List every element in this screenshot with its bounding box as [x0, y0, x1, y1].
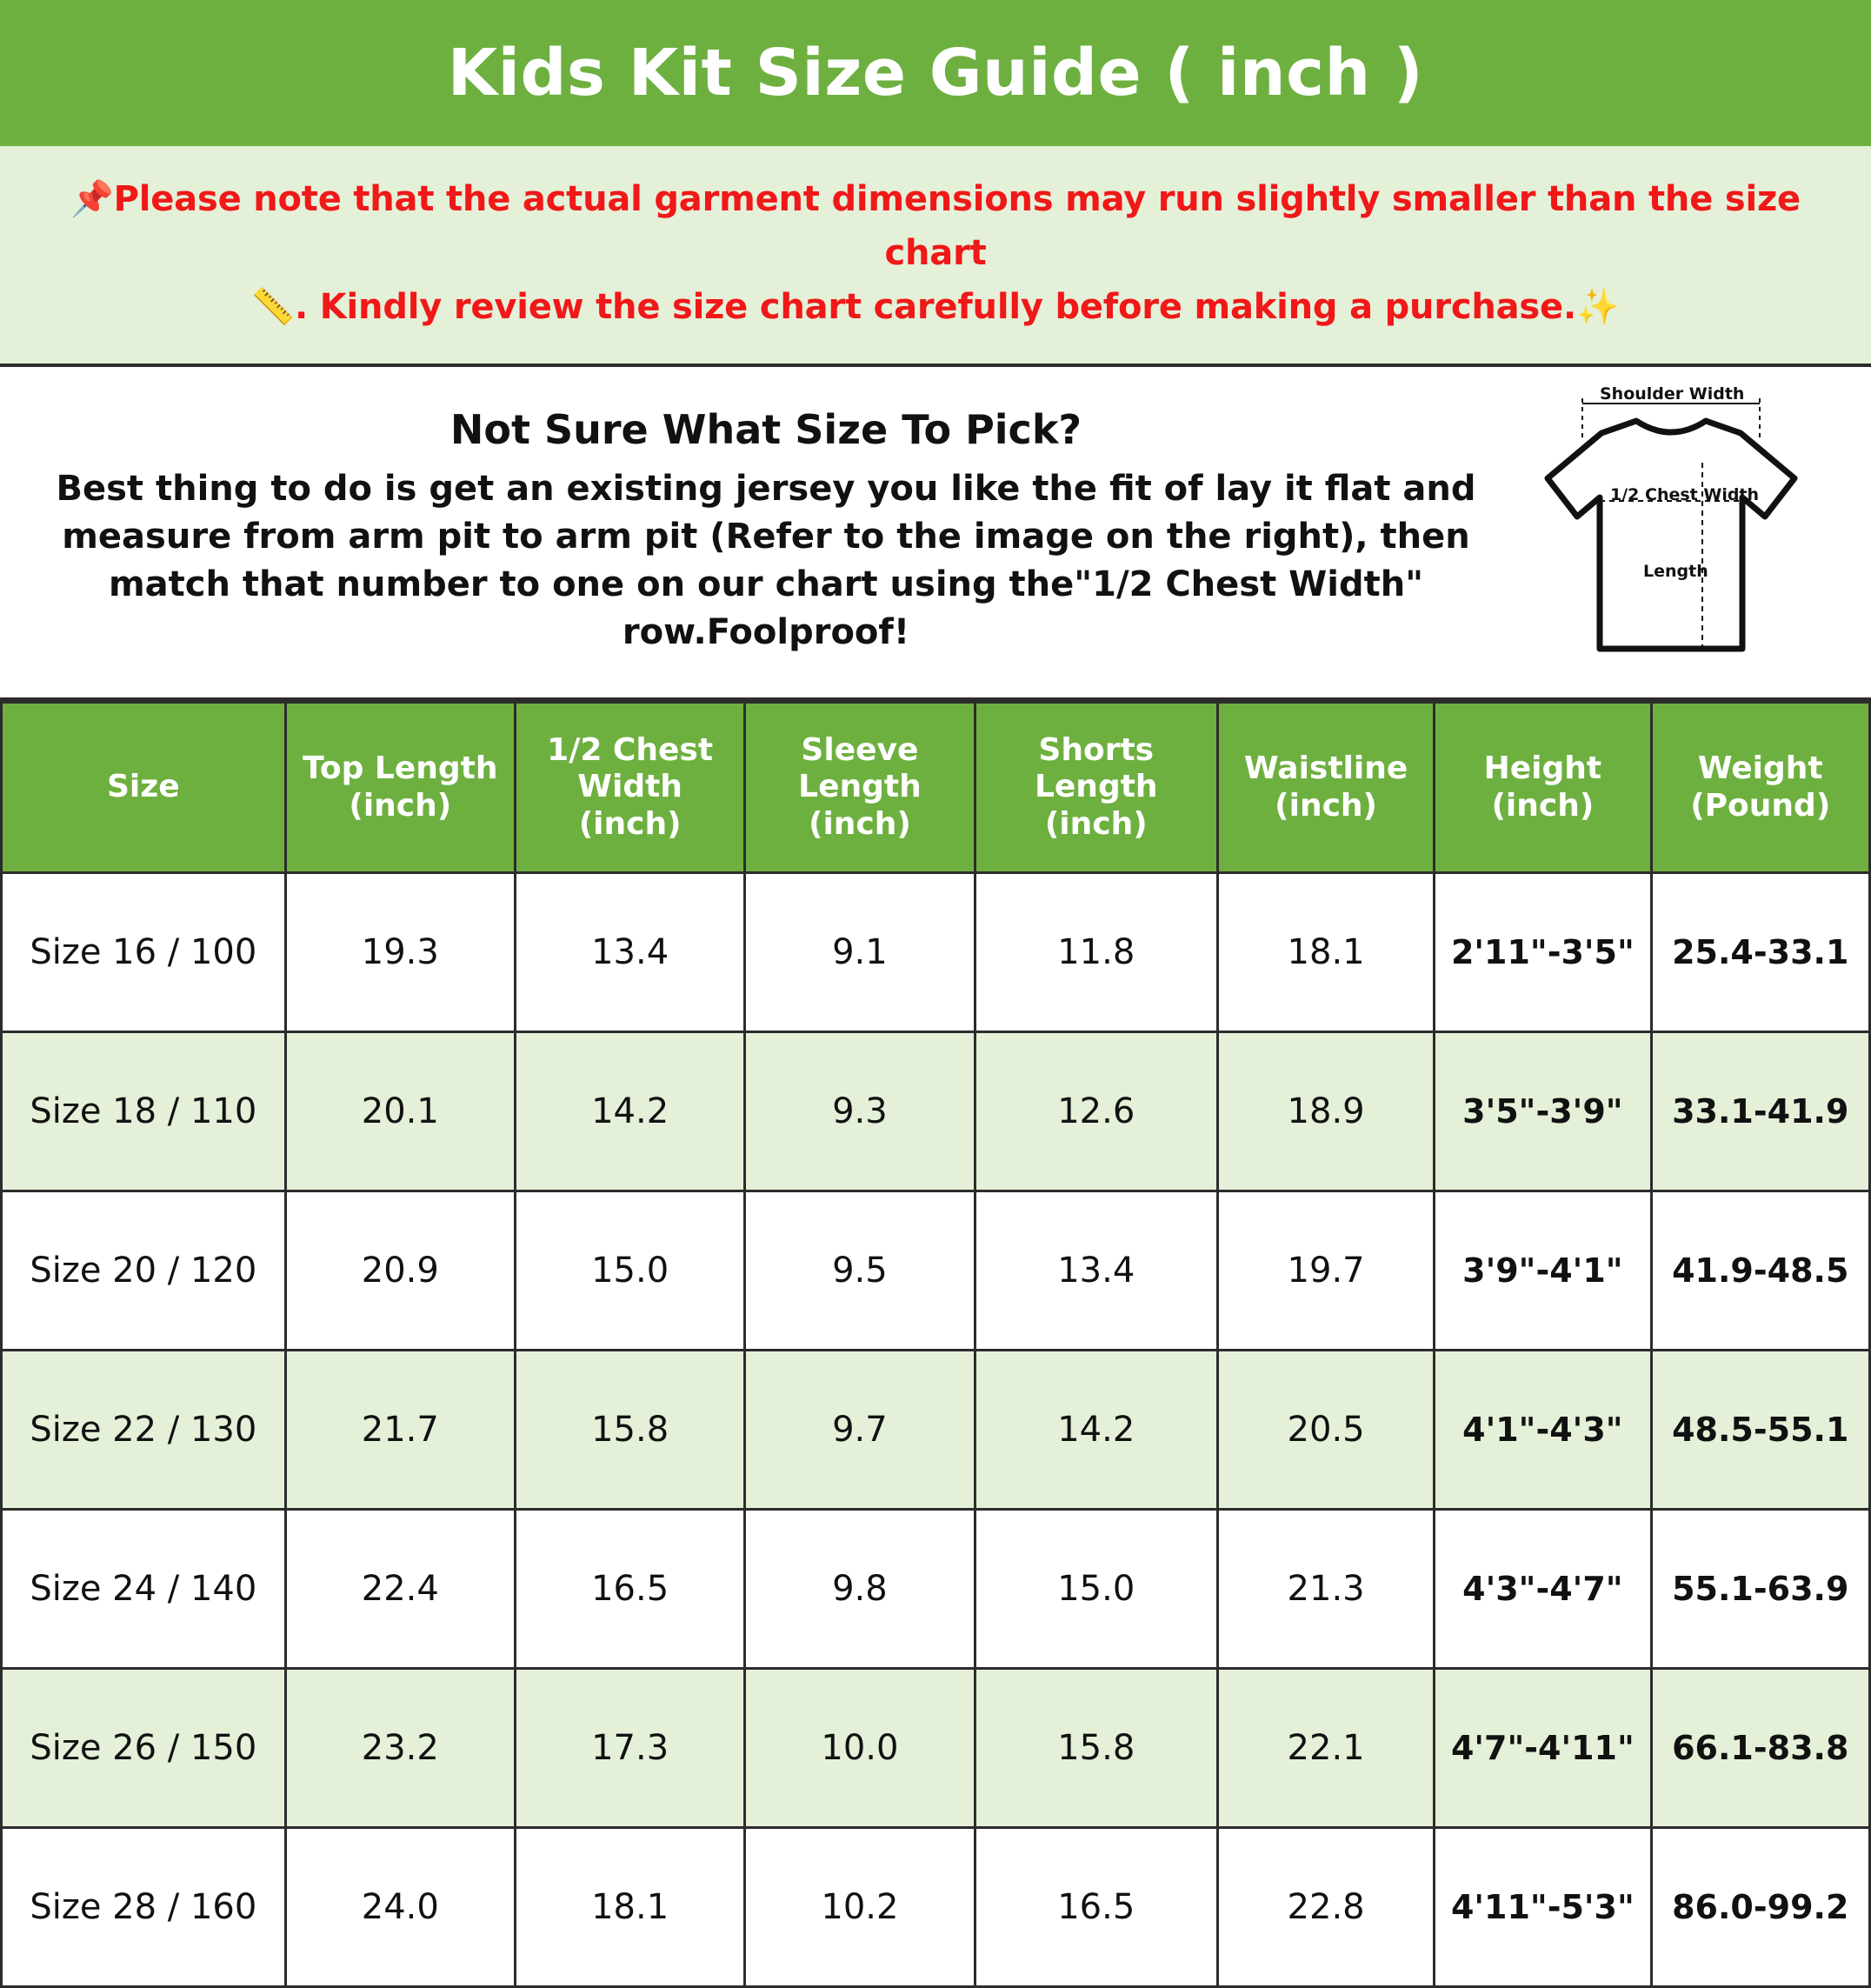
cell-shorts: 13.4: [975, 1191, 1217, 1351]
cell-top-length: 22.4: [285, 1510, 515, 1669]
cell-weight: 33.1-41.9: [1651, 1032, 1870, 1191]
cell-top-length: 23.2: [285, 1669, 515, 1828]
size-table-wrapper: [0, 701, 1871, 1988]
col-top-length: [285, 703, 515, 873]
cell-waistline: 18.1: [1217, 873, 1434, 1032]
cell-sleeve: 9.5: [745, 1191, 975, 1351]
cell-top-length: 19.3: [285, 873, 515, 1032]
note-text-1: Please note that the actual garment dimensions may run slightly smaller than the size chart: [113, 179, 1801, 273]
cell-shorts: 16.5: [975, 1828, 1217, 1987]
table-header-row: [2, 703, 1870, 873]
cell-weight: 41.9-48.5: [1651, 1191, 1870, 1351]
col-half-chest-line1: 1/2 Chest: [547, 731, 714, 768]
col-weight: [1651, 703, 1870, 873]
help-text-block: [17, 406, 1515, 657]
col-half-chest-width: [515, 703, 744, 873]
cell-height: 4'11"-5'3": [1435, 1828, 1651, 1987]
cell-height: 3'9"-4'1": [1435, 1191, 1651, 1351]
table-row: [2, 873, 1870, 1032]
cell-waistline: 19.7: [1217, 1191, 1434, 1351]
note-line-1: [35, 172, 1836, 280]
cell-sleeve: 9.1: [745, 873, 975, 1032]
cell-size: Size 16 / 100: [2, 873, 286, 1032]
page-header: [0, 0, 1871, 146]
note-line-2: [35, 280, 1836, 334]
cell-sleeve: 9.3: [745, 1032, 975, 1191]
cell-shorts: 15.0: [975, 1510, 1217, 1669]
cell-size: Size 24 / 140: [2, 1510, 286, 1669]
col-waistline-line2: (inch): [1275, 787, 1377, 824]
table-row: [2, 1669, 1870, 1828]
col-height-line1: Height: [1483, 751, 1602, 787]
cell-half-chest: 14.2: [515, 1032, 744, 1191]
tshirt-measurement-diagram: [1515, 384, 1828, 675]
shoulder-width-label: Shoulder Width: [1600, 384, 1745, 404]
cell-half-chest: 13.4: [515, 873, 744, 1032]
col-waistline: [1217, 703, 1434, 873]
cell-sleeve: 10.2: [745, 1828, 975, 1987]
cell-size: Size 26 / 150: [2, 1669, 286, 1828]
col-waistline-line1: Waistline: [1243, 751, 1408, 787]
length-label: Length: [1643, 562, 1708, 581]
page-title: Kids Kit Size Guide ( inch ): [447, 36, 1424, 110]
table-body: [2, 873, 1870, 1987]
size-table: [0, 701, 1871, 1988]
cell-sleeve: 9.7: [745, 1351, 975, 1510]
cell-size: Size 18 / 110: [2, 1032, 286, 1191]
cell-waistline: 18.9: [1217, 1032, 1434, 1191]
col-half-chest-line2: Width (inch): [577, 769, 682, 842]
cell-height: 4'1"-4'3": [1435, 1351, 1651, 1510]
col-height-line2: (inch): [1491, 787, 1595, 824]
cell-shorts: 12.6: [975, 1032, 1217, 1191]
cell-size: Size 22 / 130: [2, 1351, 286, 1510]
col-sleeve-line2: Length (inch): [798, 769, 922, 842]
cell-height: 2'11"-3'5": [1435, 873, 1651, 1032]
cell-shorts: 11.8: [975, 873, 1217, 1032]
cell-half-chest: 16.5: [515, 1510, 744, 1669]
cell-sleeve: 10.0: [745, 1669, 975, 1828]
help-body: Best thing to do is get an existing jersey you like the fit of lay it flat and measure from arm pit to arm pit (Refer to the image on the right), then match that number to one on our chart using the"1/2 Chest Width" row.Foolproof!: [56, 468, 1476, 653]
table-row: [2, 1191, 1870, 1351]
help-section: [0, 367, 1871, 701]
col-size: [2, 703, 286, 873]
cell-size: Size 28 / 160: [2, 1828, 286, 1987]
cell-sleeve: 9.8: [745, 1510, 975, 1669]
col-sleeve-length: [745, 703, 975, 873]
cell-weight: 66.1-83.8: [1651, 1669, 1870, 1828]
cell-height: 4'7"-4'11": [1435, 1669, 1651, 1828]
note-text-2: . Kindly review the size chart carefully before making a purchase.: [295, 287, 1576, 327]
cell-height: 4'3"-4'7": [1435, 1510, 1651, 1669]
col-top-length-line1: Top Length: [303, 751, 498, 787]
tshirt-icon: [1515, 388, 1828, 675]
col-top-length-line2: (inch): [349, 787, 452, 824]
cell-shorts: 14.2: [975, 1351, 1217, 1510]
cell-weight: 48.5-55.1: [1651, 1351, 1870, 1510]
sparkle-icon: ✨: [1575, 287, 1620, 327]
table-header: [2, 703, 1870, 873]
col-shorts-line1: Shorts: [1038, 731, 1155, 768]
cell-weight: 55.1-63.9: [1651, 1510, 1870, 1669]
help-title: Not Sure What Size To Pick?: [449, 405, 1082, 453]
pin-icon: 📌: [70, 179, 114, 219]
cell-top-length: 24.0: [285, 1828, 515, 1987]
col-shorts-line2: Length (inch): [1034, 769, 1158, 842]
cell-half-chest: 17.3: [515, 1669, 744, 1828]
note-banner: [0, 146, 1871, 367]
cell-waistline: 20.5: [1217, 1351, 1434, 1510]
cell-waistline: 22.1: [1217, 1669, 1434, 1828]
table-row: [2, 1510, 1870, 1669]
table-row: [2, 1351, 1870, 1510]
cell-shorts: 15.8: [975, 1669, 1217, 1828]
cell-half-chest: 18.1: [515, 1828, 744, 1987]
cell-top-length: 21.7: [285, 1351, 515, 1510]
cell-waistline: 22.8: [1217, 1828, 1434, 1987]
ruler-icon: 📏: [251, 287, 296, 327]
cell-half-chest: 15.0: [515, 1191, 744, 1351]
cell-waistline: 21.3: [1217, 1510, 1434, 1669]
col-shorts-length: [975, 703, 1217, 873]
col-sleeve-line1: Sleeve: [801, 731, 919, 768]
cell-half-chest: 15.8: [515, 1351, 744, 1510]
col-weight-line2: (Pound): [1690, 787, 1831, 824]
cell-top-length: 20.9: [285, 1191, 515, 1351]
col-weight-line1: Weight: [1697, 751, 1823, 787]
col-height: [1435, 703, 1651, 873]
cell-weight: 25.4-33.1: [1651, 873, 1870, 1032]
cell-weight: 86.0-99.2: [1651, 1828, 1870, 1987]
cell-size: Size 20 / 120: [2, 1191, 286, 1351]
table-row: [2, 1828, 1870, 1987]
chest-width-label: 1/2 Chest Width: [1610, 485, 1760, 504]
cell-top-length: 20.1: [285, 1032, 515, 1191]
cell-height: 3'5"-3'9": [1435, 1032, 1651, 1191]
table-row: [2, 1032, 1870, 1191]
col-size-line1: Size: [107, 769, 180, 805]
